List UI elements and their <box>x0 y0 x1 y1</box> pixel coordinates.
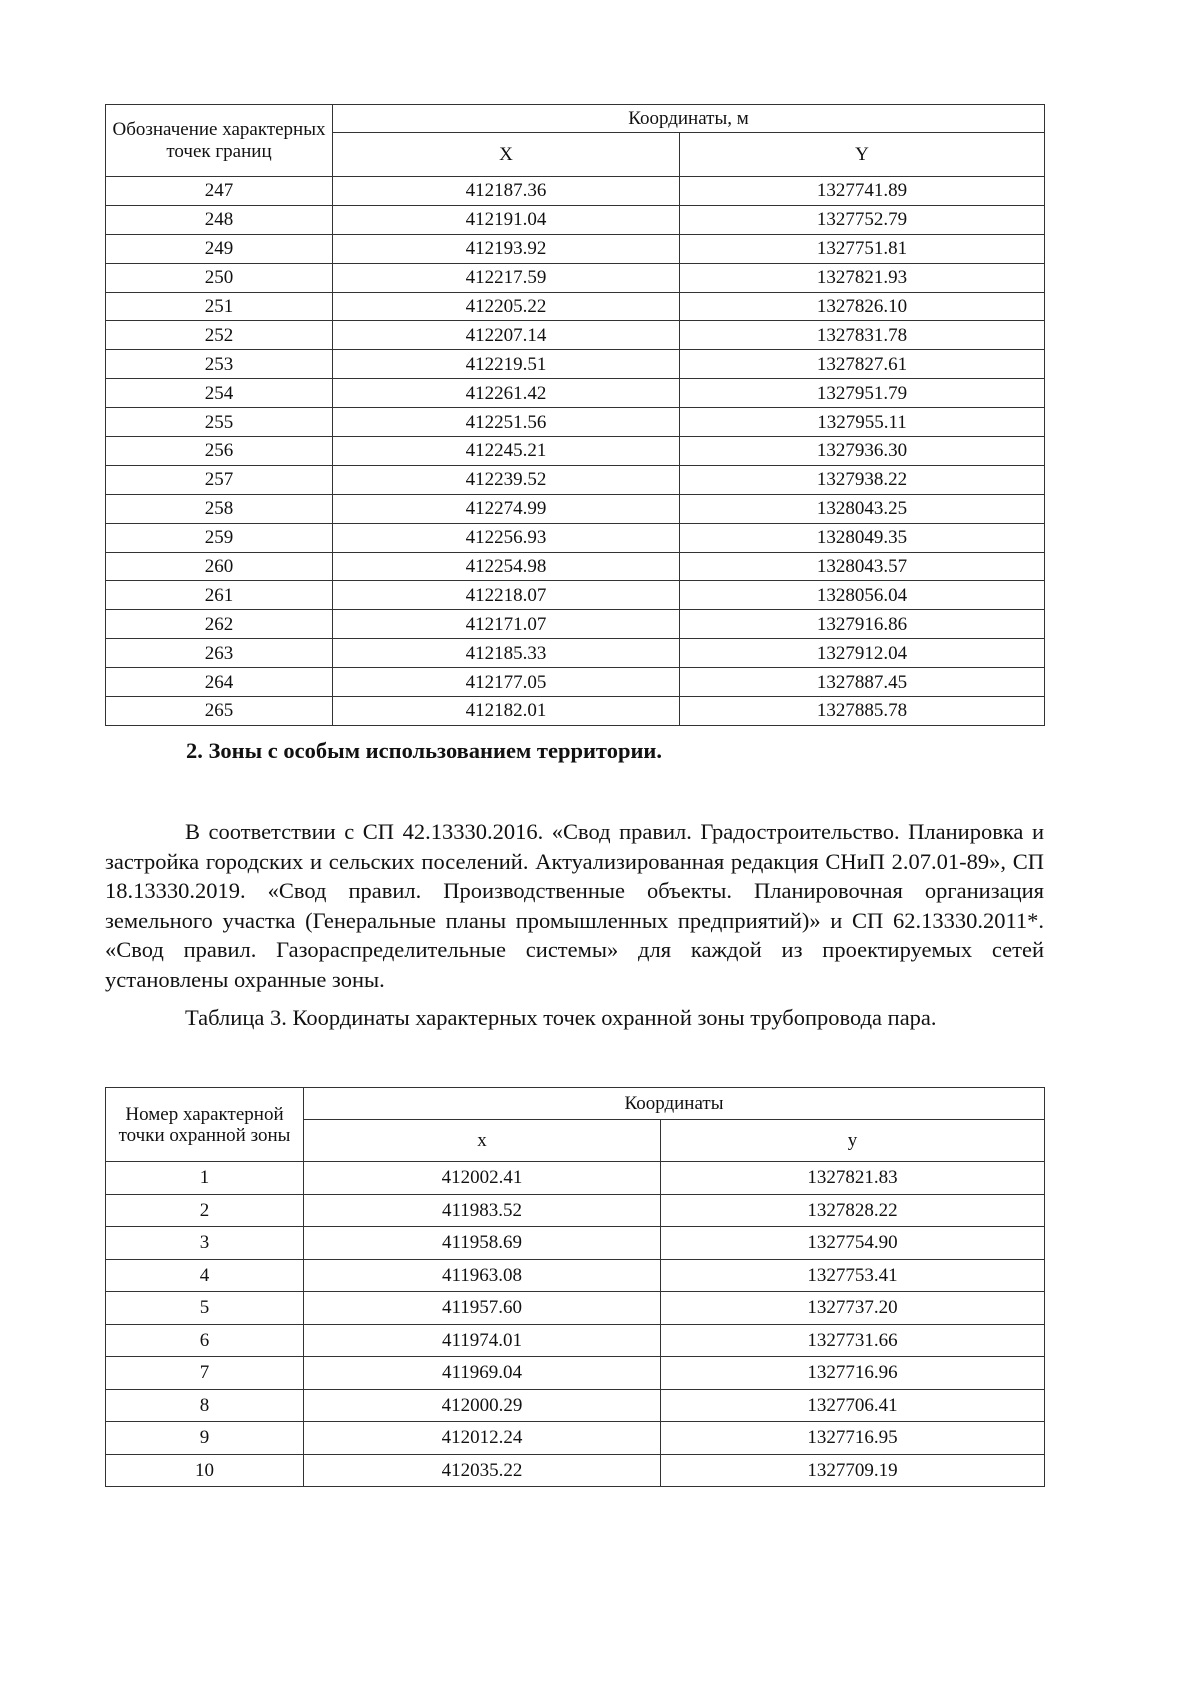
cell-x: 412182.01 <box>333 697 680 726</box>
table-row <box>106 1259 1045 1292</box>
cell-point: 247 <box>106 177 333 206</box>
cell-point: 265 <box>106 697 333 726</box>
cell-x: 411958.69 <box>304 1227 661 1260</box>
table-row <box>106 263 1045 292</box>
cell-point: 253 <box>106 350 333 379</box>
cell-point: 261 <box>106 581 333 610</box>
cell-y: 1327752.79 <box>680 205 1045 234</box>
boundary-points-table <box>105 104 1045 726</box>
cell-point: 8 <box>106 1389 304 1422</box>
cell-x: 412187.36 <box>333 177 680 206</box>
table-row <box>106 552 1045 581</box>
cell-y: 1327916.86 <box>680 610 1045 639</box>
cell-y: 1327826.10 <box>680 292 1045 321</box>
cell-point: 252 <box>106 321 333 350</box>
cell-x: 412177.05 <box>333 668 680 697</box>
cell-x: 412171.07 <box>333 610 680 639</box>
cell-point: 10 <box>106 1454 304 1487</box>
cell-y: 1327887.45 <box>680 668 1045 697</box>
cell-y: 1327828.22 <box>661 1194 1045 1227</box>
cell-y: 1327831.78 <box>680 321 1045 350</box>
cell-y: 1327737.20 <box>661 1292 1045 1325</box>
cell-point: 251 <box>106 292 333 321</box>
cell-y: 1328043.57 <box>680 552 1045 581</box>
cell-point: 2 <box>106 1194 304 1227</box>
cell-x: 411969.04 <box>304 1357 661 1390</box>
cell-point: 264 <box>106 668 333 697</box>
table-row <box>106 408 1045 437</box>
cell-x: 411974.01 <box>304 1324 661 1357</box>
cell-x: 412002.41 <box>304 1162 661 1195</box>
table-row <box>106 350 1045 379</box>
table-row <box>106 639 1045 668</box>
table-row <box>106 321 1045 350</box>
table-row <box>106 292 1045 321</box>
header-y: y <box>661 1120 1045 1162</box>
cell-x: 412219.51 <box>333 350 680 379</box>
table-row <box>106 1194 1045 1227</box>
cell-point: 259 <box>106 523 333 552</box>
table-row <box>106 668 1045 697</box>
cell-point: 9 <box>106 1422 304 1455</box>
table-row <box>106 1389 1045 1422</box>
cell-point: 255 <box>106 408 333 437</box>
table-row <box>106 1292 1045 1325</box>
header-y: Y <box>680 133 1045 177</box>
cell-y: 1328056.04 <box>680 581 1045 610</box>
table-row <box>106 1227 1045 1260</box>
cell-x: 412035.22 <box>304 1454 661 1487</box>
cell-point: 262 <box>106 610 333 639</box>
cell-point: 260 <box>106 552 333 581</box>
table-row <box>106 1454 1045 1487</box>
header-x: X <box>333 133 680 177</box>
header-coordinates: Координаты, м <box>333 105 1045 133</box>
header-point-number: Номер характерной точки охранной зоны <box>106 1088 304 1162</box>
cell-x: 412261.42 <box>333 379 680 408</box>
header-coordinates: Координаты <box>304 1088 1045 1120</box>
cell-x: 411963.08 <box>304 1259 661 1292</box>
cell-y: 1327821.83 <box>661 1162 1045 1195</box>
cell-point: 6 <box>106 1324 304 1357</box>
cell-x: 412193.92 <box>333 234 680 263</box>
header-point-designation: Обозначение характерных точек границ <box>106 105 333 177</box>
cell-x: 411983.52 <box>304 1194 661 1227</box>
cell-y: 1327709.19 <box>661 1454 1045 1487</box>
cell-x: 412205.22 <box>333 292 680 321</box>
cell-y: 1328043.25 <box>680 494 1045 523</box>
cell-y: 1327912.04 <box>680 639 1045 668</box>
cell-point: 249 <box>106 234 333 263</box>
table-row <box>106 177 1045 206</box>
cell-y: 1327716.96 <box>661 1357 1045 1390</box>
cell-y: 1327731.66 <box>661 1324 1045 1357</box>
table-row <box>106 697 1045 726</box>
section-paragraph: В соответствии с СП 42.13330.2016. «Свод правил. Градостроительство. Планировка и застройка городских и сельских поселений. Актуализированная редакция СНиП 2.07.01-89», СП 18.13330.2019. «Свод правил. Производственные объекты. Планировочная организация земельного участка (Генеральные планы промышленных предприятий)» и СП 62.13330.2011*. «Свод правил. Газораспределительные системы» для каждой из проектируемых сетей установлены охранные зоны. <box>105 819 1044 992</box>
header-x: x <box>304 1120 661 1162</box>
cell-x: 412218.07 <box>333 581 680 610</box>
cell-point: 258 <box>106 494 333 523</box>
table-row <box>106 523 1045 552</box>
cell-x: 412012.24 <box>304 1422 661 1455</box>
cell-y: 1328049.35 <box>680 523 1045 552</box>
cell-y: 1327821.93 <box>680 263 1045 292</box>
cell-y: 1327751.81 <box>680 234 1045 263</box>
cell-x: 412256.93 <box>333 523 680 552</box>
cell-point: 263 <box>106 639 333 668</box>
cell-point: 1 <box>106 1162 304 1195</box>
cell-point: 248 <box>106 205 333 234</box>
cell-point: 257 <box>106 465 333 494</box>
table-row <box>106 437 1045 466</box>
table-row <box>106 205 1045 234</box>
cell-x: 412245.21 <box>333 437 680 466</box>
cell-y: 1327741.89 <box>680 177 1045 206</box>
table-caption: Таблица 3. Координаты характерных точек охранной зоны трубопровода пара. <box>185 1005 937 1030</box>
cell-point: 3 <box>106 1227 304 1260</box>
cell-point: 5 <box>106 1292 304 1325</box>
table-row <box>106 379 1045 408</box>
cell-point: 4 <box>106 1259 304 1292</box>
cell-point: 7 <box>106 1357 304 1390</box>
cell-point: 256 <box>106 437 333 466</box>
table-row <box>106 1324 1045 1357</box>
table-row <box>106 1162 1045 1195</box>
table-row <box>106 494 1045 523</box>
cell-y: 1327936.30 <box>680 437 1045 466</box>
cell-y: 1327951.79 <box>680 379 1045 408</box>
table-row <box>106 465 1045 494</box>
cell-x: 412207.14 <box>333 321 680 350</box>
cell-x: 412239.52 <box>333 465 680 494</box>
section-heading: 2. Зоны с особым использованием территории. <box>186 738 663 763</box>
cell-x: 412217.59 <box>333 263 680 292</box>
cell-y: 1327706.41 <box>661 1389 1045 1422</box>
cell-x: 412274.99 <box>333 494 680 523</box>
table-row <box>106 1422 1045 1455</box>
table-row <box>106 234 1045 263</box>
cell-y: 1327827.61 <box>680 350 1045 379</box>
table-row <box>106 1357 1045 1390</box>
table-row <box>106 581 1045 610</box>
cell-point: 254 <box>106 379 333 408</box>
cell-x: 412251.56 <box>333 408 680 437</box>
cell-y: 1327754.90 <box>661 1227 1045 1260</box>
cell-y: 1327955.11 <box>680 408 1045 437</box>
cell-x: 411957.60 <box>304 1292 661 1325</box>
cell-y: 1327753.41 <box>661 1259 1045 1292</box>
cell-y: 1327716.95 <box>661 1422 1045 1455</box>
table-row <box>106 610 1045 639</box>
cell-x: 412191.04 <box>333 205 680 234</box>
cell-x: 412000.29 <box>304 1389 661 1422</box>
cell-y: 1327938.22 <box>680 465 1045 494</box>
cell-x: 412254.98 <box>333 552 680 581</box>
protection-zone-points-table <box>105 1087 1045 1487</box>
cell-point: 250 <box>106 263 333 292</box>
cell-y: 1327885.78 <box>680 697 1045 726</box>
cell-x: 412185.33 <box>333 639 680 668</box>
